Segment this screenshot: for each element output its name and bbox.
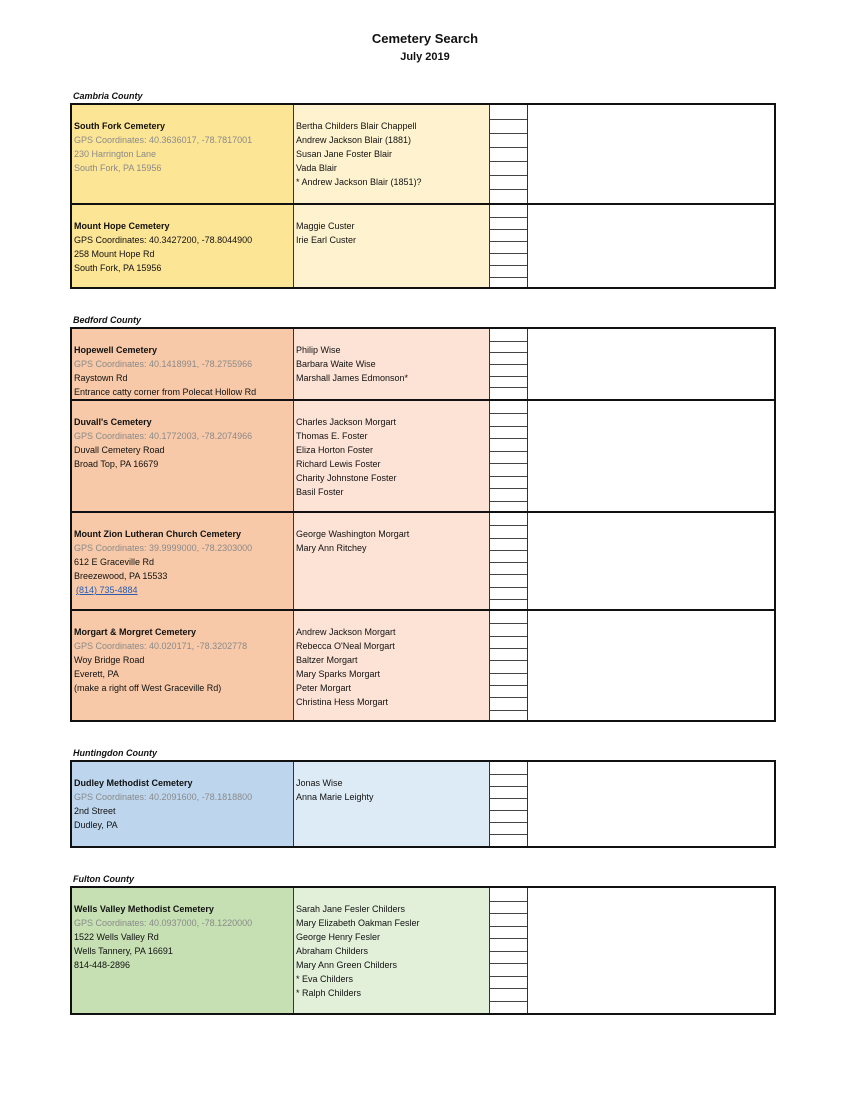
person-name: Jonas Wise <box>296 778 343 788</box>
notes-cell <box>528 401 774 511</box>
checkbox-line <box>490 697 527 698</box>
checkbox-line <box>490 562 527 563</box>
person-name: Bertha Childers Blair Chappell <box>296 121 417 131</box>
checkbox-line <box>490 574 527 575</box>
address-line: 2nd Street <box>74 806 116 816</box>
checkbox-line <box>490 277 527 278</box>
checkbox-line <box>490 426 527 427</box>
buried-names <box>294 888 490 1013</box>
cemetery-name: South Fork Cemetery <box>74 121 166 131</box>
checkbox-line <box>490 253 527 254</box>
checkbox-line <box>490 623 527 624</box>
checkbox-line <box>490 265 527 266</box>
checkbox-line <box>490 976 527 977</box>
checkbox-column <box>490 105 528 203</box>
person-name: Basil Foster <box>296 487 344 497</box>
person-name: Rebecca O'Neal Morgart <box>296 641 395 651</box>
person-name: Mary Ann Green Childers <box>296 960 398 970</box>
checkbox-line <box>490 525 527 526</box>
checkbox-line <box>490 189 527 190</box>
checkbox-column <box>490 205 528 287</box>
gps-coordinates: GPS Coordinates: 40.2091600, -78.1818800 <box>74 792 253 802</box>
checkbox-line <box>490 1001 527 1002</box>
gps-coordinates: GPS Coordinates: 40.3427200, -78.8044900 <box>74 235 253 245</box>
person-name: George Henry Fesler <box>296 932 381 942</box>
address-line: 814-448-2896 <box>74 960 131 970</box>
cemetery-name: Mount Zion Lutheran Church Cemetery <box>74 529 242 539</box>
checkbox-column <box>490 888 528 1013</box>
cemetery-table <box>70 327 776 722</box>
cemetery-info <box>72 611 294 720</box>
phone-link[interactable]: (814) 735-4884 <box>76 585 138 595</box>
gps-coordinates: GPS Coordinates: 40.0937000, -78.1220000 <box>74 918 253 928</box>
checkbox-line <box>490 673 527 674</box>
checkbox-line <box>490 963 527 964</box>
checkbox-line <box>490 599 527 600</box>
person-name: Peter Morgart <box>296 683 352 693</box>
county-label: Cambria County <box>73 91 143 101</box>
address-line: Broad Top, PA 16679 <box>74 459 159 469</box>
buried-names <box>294 105 490 203</box>
person-name: Irie Earl Custer <box>296 235 357 245</box>
address-line: South Fork, PA 15956 <box>74 163 162 173</box>
checkbox-line <box>490 786 527 787</box>
phone-line <box>74 583 293 597</box>
notes-cell <box>528 513 774 609</box>
person-name: Barbara Waite Wise <box>296 359 376 369</box>
gps-coordinates: GPS Coordinates: 40.1418991, -78.2755966 <box>74 359 253 369</box>
checkbox-column <box>490 513 528 609</box>
county-label: Fulton County <box>73 874 134 884</box>
cemetery-info <box>72 513 294 609</box>
buried-names <box>294 401 490 511</box>
checkbox-line <box>490 476 527 477</box>
gps-coordinates: GPS Coordinates: 40.3636017, -78.7817001 <box>74 135 253 145</box>
cemetery-row <box>72 511 774 609</box>
cemetery-row <box>72 888 774 1013</box>
checkbox-line <box>490 822 527 823</box>
person-name: * Eva Childers <box>296 974 354 984</box>
person-name: Andrew Jackson Blair (1881) <box>296 135 412 145</box>
checkbox-line <box>490 488 527 489</box>
person-name: Charles Jackson Morgart <box>296 417 397 427</box>
checkbox-line <box>490 938 527 939</box>
notes-cell <box>528 329 774 399</box>
cemetery-name: Mount Hope Cemetery <box>74 221 170 231</box>
checkbox-line <box>490 501 527 502</box>
person-name: Marshall James Edmonson* <box>296 373 409 383</box>
checkbox-line <box>490 133 527 134</box>
cemetery-name: Hopewell Cemetery <box>74 345 158 355</box>
checkbox-line <box>490 538 527 539</box>
address-line: Wells Tannery, PA 16691 <box>74 946 173 956</box>
checkbox-line <box>490 341 527 342</box>
checkbox-line <box>490 587 527 588</box>
cemetery-table <box>70 760 776 848</box>
checkbox-column <box>490 329 528 399</box>
person-name: Maggie Custer <box>296 221 355 231</box>
notes-cell <box>528 888 774 1013</box>
address-line: Duvall Cemetery Road <box>74 445 165 455</box>
person-name: * Ralph Childers <box>296 988 362 998</box>
person-name: Andrew Jackson Morgart <box>296 627 396 637</box>
person-name: Mary Ann Ritchey <box>296 543 367 553</box>
address-line: South Fork, PA 15956 <box>74 263 162 273</box>
checkbox-line <box>490 451 527 452</box>
gps-coordinates: GPS Coordinates: 40.1772003, -78.2074966 <box>74 431 253 441</box>
checkbox-line <box>490 988 527 989</box>
cemetery-table <box>70 886 776 1015</box>
person-name: Mary Elizabeth Oakman Fesler <box>296 918 420 928</box>
county-label: Huntingdon County <box>73 748 157 758</box>
address-line: Dudley, PA <box>74 820 118 830</box>
checkbox-line <box>490 636 527 637</box>
address-line: 612 E Graceville Rd <box>74 557 155 567</box>
checkbox-line <box>490 438 527 439</box>
person-name: * Andrew Jackson Blair (1851)? <box>296 177 422 187</box>
checkbox-line <box>490 648 527 649</box>
cemetery-info <box>72 401 294 511</box>
checkbox-line <box>490 901 527 902</box>
checkbox-line <box>490 710 527 711</box>
person-name: Anna Marie Leighty <box>296 792 374 802</box>
buried-names <box>294 611 490 720</box>
checkbox-line <box>490 413 527 414</box>
cemetery-name: Dudley Methodist Cemetery <box>74 778 193 788</box>
person-name: George Washington Morgart <box>296 529 410 539</box>
notes-cell <box>528 205 774 287</box>
checkbox-column <box>490 401 528 511</box>
checkbox-line <box>490 834 527 835</box>
person-name: Vada Blair <box>296 163 337 173</box>
gps-coordinates: GPS Coordinates: 40.020171, -78.3202778 <box>74 641 248 651</box>
checkbox-line <box>490 387 527 388</box>
checkbox-line <box>490 463 527 464</box>
cemetery-info <box>72 329 294 399</box>
checkbox-line <box>490 241 527 242</box>
address-line: Woy Bridge Road <box>74 655 145 665</box>
address-line: (make a right off West Graceville Rd) <box>74 683 222 693</box>
cemetery-row <box>72 399 774 511</box>
address-line: 230 Harrington Lane <box>74 149 157 159</box>
checkbox-column <box>490 611 528 720</box>
checkbox-line <box>490 798 527 799</box>
checkbox-line <box>490 774 527 775</box>
person-name: Sarah Jane Fesler Childers <box>296 904 406 914</box>
buried-names <box>294 762 490 846</box>
checkbox-line <box>490 376 527 377</box>
checkbox-column <box>490 762 528 846</box>
cemetery-info <box>72 888 294 1013</box>
checkbox-line <box>490 685 527 686</box>
address-line: Entrance catty corner from Polecat Hollow Rd <box>74 387 257 397</box>
person-name: Christina Hess Morgart <box>296 697 389 707</box>
person-name: Charity Johnstone Foster <box>296 473 397 483</box>
notes-cell <box>528 105 774 203</box>
checkbox-line <box>490 217 527 218</box>
checkbox-line <box>490 364 527 365</box>
checkbox-line <box>490 175 527 176</box>
address-line: Raystown Rd <box>74 373 128 383</box>
page-title: Cemetery Search <box>371 31 479 46</box>
cemetery-row <box>72 329 774 399</box>
cemetery-info <box>72 205 294 287</box>
person-name: Philip Wise <box>296 345 341 355</box>
checkbox-line <box>490 810 527 811</box>
address-line: 258 Mount Hope Rd <box>74 249 155 259</box>
gps-coordinates: GPS Coordinates: 39.9999000, -78.2303000 <box>74 543 253 553</box>
person-name: Baltzer Morgart <box>296 655 358 665</box>
address-line: 1522 Wells Valley Rd <box>74 932 159 942</box>
checkbox-line <box>490 951 527 952</box>
cemetery-name: Duvall's Cemetery <box>74 417 152 427</box>
person-name: Richard Lewis Foster <box>296 459 381 469</box>
person-name: Susan Jane Foster Blair <box>296 149 393 159</box>
checkbox-line <box>490 926 527 927</box>
person-name: Abraham Childers <box>296 946 369 956</box>
buried-names <box>294 205 490 287</box>
person-name: Eliza Horton Foster <box>296 445 374 455</box>
notes-cell <box>528 611 774 720</box>
checkbox-line <box>490 229 527 230</box>
checkbox-line <box>490 913 527 914</box>
address-line: Breezewood, PA 15533 <box>74 571 168 581</box>
notes-cell <box>528 762 774 846</box>
cemetery-row <box>72 203 774 287</box>
checkbox-line <box>490 660 527 661</box>
buried-names <box>294 513 490 609</box>
cemetery-name: Morgart & Morgret Cemetery <box>74 627 197 637</box>
checkbox-line <box>490 161 527 162</box>
cemetery-name: Wells Valley Methodist Cemetery <box>74 904 214 914</box>
cemetery-table <box>70 103 776 289</box>
county-label: Bedford County <box>73 315 141 325</box>
cemetery-row <box>72 105 774 203</box>
checkbox-line <box>490 550 527 551</box>
page-subtitle: July 2019 <box>400 51 450 63</box>
cemetery-row <box>72 762 774 846</box>
person-name: Thomas E. Foster <box>296 431 368 441</box>
person-name: Mary Sparks Morgart <box>296 669 381 679</box>
address-line: Everett, PA <box>74 669 119 679</box>
checkbox-line <box>490 352 527 353</box>
cemetery-row <box>72 609 774 720</box>
cemetery-info <box>72 762 294 846</box>
buried-names <box>294 329 490 399</box>
checkbox-line <box>490 147 527 148</box>
cemetery-info <box>72 105 294 203</box>
checkbox-line <box>490 119 527 120</box>
